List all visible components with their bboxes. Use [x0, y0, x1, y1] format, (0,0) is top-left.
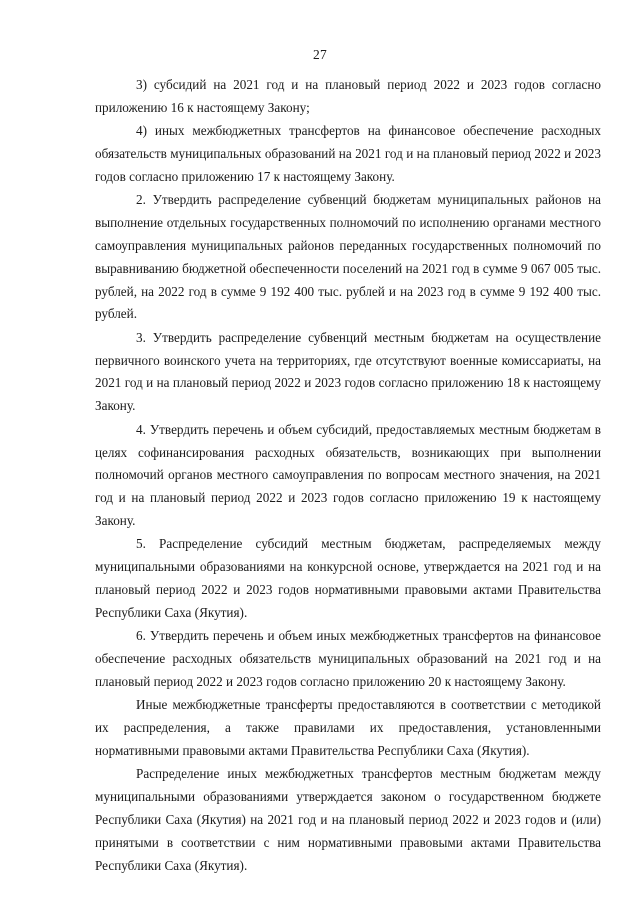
paragraph-clause-3: 3. Утвердить распределение субвенций местным бюджетам на осуществление первичного воинского учета на территориях, где отсутствуют военные комиссариаты, на 2021 год и на плановый период 2022 и 2023 годов согласно приложению 18 к настоящему Закону. — [95, 329, 601, 414]
paragraph-clause-4: 4. Утвердить перечень и объем субсидий, предоставляемых местным бюджетам в целях софинансирования расходных обязательств, возникающих при выполнении полномочий органов местного самоуправления по вопросам местного значения, на 2021 год и на плановый период 2022 и 2023 годов согласно приложению 19 к настоящему Закону. — [95, 421, 601, 528]
paragraph-clause-5: 5. Распределение субсидий местным бюджетам, распределяемых между муниципальными образованиями на конкурсной основе, утверждается на 2021 год и на плановый период 2022 и 2023 годов нормативными правовыми актами Правительства Республики Саха (Якутия). — [95, 536, 601, 620]
document-body — [95, 74, 601, 878]
page-number: 27 — [312, 47, 328, 62]
paragraph-item-3-subsidies: 3) субсидий на 2021 год и на плановый период 2022 и 2023 годов согласно приложению 16 к настоящему Закону; — [95, 77, 601, 115]
paragraph-clause-2: 2. Утвердить распределение субвенций бюджетам муниципальных районов на выполнение отдельных государственных полномочий по исполнению органами местного самоуправления муниципальных районов переданных государственных полномочий по выравниванию бюджетной обеспеченности поселений на 2021 год в сумме 9 067 005 тыс. рублей, на 2022 год в сумме 9 192 400 тыс. рублей и на 2023 год в сумме 9 192 400 тыс. рублей. — [95, 192, 601, 322]
paragraph-clause-6: 6. Утвердить перечень и объем иных межбюджетных трансфертов на финансовое обеспечение расходных обязательств муниципальных образований на 2021 год и на плановый период 2022 и 2023 годов согласно приложению 20 к настоящему Закону. — [95, 628, 601, 689]
paragraph-other-transfers-distribution: Распределение иных межбюджетных трансфертов местным бюджетам между муниципальными образованиями утверждается законом о государственном бюджете Республики Саха (Якутия) на 2021 год и на плановый период 2022 и 2023 годов и (или) принятыми в соответствии с ним нормативными правовыми актами Правительства Республики Саха (Якутия). — [95, 766, 601, 873]
paragraph-other-transfers-methodology: Иные межбюджетные трансферты предоставляются в соответствии с методикой их распределения, а также правилами их предоставления, установленными нормативными правовыми актами Правительства Республики Саха (Якутия). — [95, 697, 601, 758]
paragraph-item-4-other-transfers: 4) иных межбюджетных трансфертов на финансовое обеспечение расходных обязательств муниципальных образований на 2021 год и на плановый период 2022 и 2023 годов согласно приложению 17 к настоящему Закону. — [95, 123, 601, 184]
